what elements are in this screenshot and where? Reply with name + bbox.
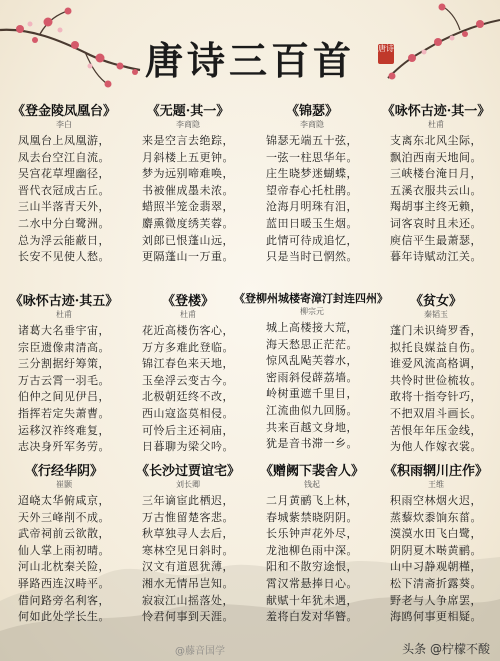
poem-line: 宗臣遗像肃清高。 [18,340,110,354]
poem-line: 运移汉祚终难复， [18,423,110,437]
poem-line: 刘郎已恨蓬山远， [142,233,234,247]
poem-card [380,460,492,626]
poem-line: 不把双眉斗画长。 [390,406,482,420]
poem-line: 西山寇盗莫相侵。 [142,406,234,420]
poem-line: 蓝田日暖玉生烟。 [266,216,358,230]
poem-line: 献赋十年犹未遇， [266,593,358,607]
poem-line: 二水中分白鹭洲。 [18,216,110,230]
poem-author: 刘长卿 [176,480,200,489]
page-title: 唐诗三百首 [144,38,355,83]
poem-title: 《登楼》 [161,294,214,309]
poem-line: 湘水无情吊岂知。 [142,576,234,590]
poem-title: 《行经华阴》 [24,464,103,479]
poem-line: 河山北枕秦关险， [18,560,110,574]
poem-line: 锦瑟无端五十弦， [266,134,358,147]
poem-card [380,290,492,456]
poem-author: 柳宗元 [300,307,324,316]
poem-line: 阴阴夏木啭黄鹂。 [390,543,482,557]
watermark-text: @藤音国学 [175,646,225,657]
poem-author: 秦韬玉 [424,310,448,319]
poem-line: 五溪衣服共云山。 [390,183,482,197]
poem-line: 蜡照半笼金翡翠， [142,200,234,214]
poem-card [256,100,368,266]
poem-line: 北极朝廷终不改， [142,390,234,404]
poem-card [8,290,120,456]
poem-line: 二月黄鹂飞上林， [266,494,358,507]
credit-text: 头条 @柠檬不酸 [402,642,490,656]
poem-title: 《长沙过贾谊宅》 [135,464,240,479]
poem-line: 共怜时世俭梳妆。 [390,373,482,387]
poem-line: 武帝祠前云欲散， [18,527,110,541]
poem-line: 寒林空见日斜时。 [142,543,234,557]
poem-line: 漠漠水田飞白鹭， [390,527,482,541]
poem-card [234,290,388,453]
poem-title: 《无题·其一》 [146,104,230,119]
poem-line: 积雨空林烟火迟， [390,494,482,507]
poem-line: 庄生晓梦迷蝴蝶， [266,167,358,181]
poem-line: 羯胡事主终无赖， [390,200,482,214]
poem-line: 玉垒浮云变古今。 [142,373,234,387]
poem-line: 谁爱风流高格调， [390,357,482,371]
poem-line: 伯仲之间见伊吕， [18,390,110,404]
poem-author: 李商隐 [176,120,200,129]
poem-line: 秋草独寻人去后， [142,527,234,541]
poem-card [380,100,492,266]
poem-line: 支离东北风尘际， [390,134,482,147]
poem-line: 指挥若定失萧曹。 [18,406,110,420]
poem-line: 天外三峰削不成。 [18,510,110,524]
poem-line: 麝熏微度绣芙蓉。 [142,216,234,230]
poem-line: 吴宫花草埋幽径， [18,167,110,181]
poem-line: 梦为远别啼难唤， [142,167,234,181]
poem-line: 书被催成墨未浓。 [142,183,234,197]
poem-author: 王维 [428,480,444,489]
poem-card [8,100,120,266]
poem-line: 汉文有道恩犹薄， [142,560,234,574]
poem-line: 海鸥何事更相疑。 [390,610,482,624]
poem-line: 羞将白发对华簪。 [266,610,358,624]
poem-line: 锦江春色来天地， [142,357,234,371]
poem-line: 怜君何事到天涯。 [142,610,234,624]
poem-line: 只是当时已惘然。 [266,250,358,264]
poem-line: 可怜后主还祠庙， [142,423,234,437]
poem-line: 寂寂江山摇落处， [142,593,234,607]
poem-line: 飘泊西南天地间。 [390,150,482,164]
poem-line: 三年谪宦此栖迟， [142,494,234,507]
poem-author: 崔颢 [56,480,72,489]
poem-line: 苦恨年年压金线， [390,423,482,437]
poem-line: 庾信平生最萧瑟， [390,233,482,247]
poem-line: 长乐钟声花外尽， [266,527,358,541]
poem-line: 山中习静观朝槿， [390,560,482,574]
poem-author: 杜甫 [180,310,196,319]
poem-line: 春城紫禁晓阴阴。 [266,510,358,524]
poem-line: 月斜楼上五更钟。 [142,150,234,164]
poem-card [132,100,244,266]
poem-line: 蒸藜炊黍饷东菑。 [390,510,482,524]
poem-line: 凤凰台上凤凰游， [18,134,110,147]
poem-line: 何如此处学长生。 [18,610,110,624]
poem-line: 借问路旁名利客， [18,593,110,607]
poem-author: 李白 [56,120,72,129]
poem-author: 杜甫 [56,310,72,319]
poem-title: 《咏怀古迹·其一》 [381,104,491,119]
poem-line: 暮年诗赋动江关。 [390,250,482,264]
poem-line: 志决身歼军务劳。 [18,440,110,454]
poem-line: 拟托良媒益自伤。 [390,340,482,354]
poem-line: 迢峣太华俯咸京， [18,494,110,507]
poem-line: 来是空言去绝踪， [142,134,234,147]
poem-line: 密雨斜侵薜荔墙。 [266,370,358,384]
poem-title: 《锦瑟》 [285,104,338,119]
poem-line: 万方多难此登临。 [142,340,234,354]
poem-line: 更隔蓬山一万重。 [142,250,234,264]
poem-line: 诸葛大名垂宇宙， [18,324,110,337]
poem-line: 霄汉常悬捧日心。 [266,576,358,590]
poem-line: 共来百越文身地， [266,420,358,434]
poem-line: 凤去台空江自流。 [18,150,110,164]
poem-line: 龙池柳色雨中深。 [266,543,358,557]
poem-line: 惊风乱飐芙蓉水， [266,354,358,368]
poem-line: 野老与人争席罢， [390,593,482,607]
poem-title: 《登金陵凤凰台》 [11,104,116,119]
poem-line: 沧海月明珠有泪， [266,200,358,214]
poem-line: 一弦一柱思华年。 [266,150,358,164]
poem-card [132,460,244,626]
poem-line: 万古云霄一羽毛。 [18,373,110,387]
poem-line: 三峡楼台淹日月， [390,167,482,181]
poem-line: 总为浮云能蔽日， [18,233,110,247]
poem-card [8,460,120,626]
poem-title: 《赠阙下裴舍人》 [259,464,364,479]
poem-line: 海天愁思正茫茫。 [266,337,358,351]
poem-title: 《咏怀古迹·其五》 [9,294,119,309]
poem-line: 日暮聊为梁父吟。 [142,440,234,454]
poem-line: 城上高楼接大荒， [266,321,358,334]
poem-line: 长安不见使人愁。 [18,250,110,264]
poem-line: 词客哀时且未还。 [390,216,482,230]
poem-line: 三山半落青天外， [18,200,110,214]
poem-line: 驿路西连汉畤平。 [18,576,110,590]
poem-line: 万古惟留楚客悲。 [142,510,234,524]
poem-line: 敢将十指夸针巧， [390,390,482,404]
poem-author: 杜甫 [428,120,444,129]
poem-line: 松下清斋折露葵。 [390,576,482,590]
poem-line: 岭树重遮千里目， [266,387,358,401]
poem-line: 花近高楼伤客心， [142,324,234,337]
poem-line: 仙人掌上雨初晴。 [18,543,110,557]
poem-author: 李商隐 [300,120,324,129]
poem-line: 江流曲似九回肠。 [266,403,358,417]
poem-title: 《积雨辋川庄作》 [383,464,488,479]
red-seal-stamp: 唐诗 [378,44,394,64]
poem-line: 三分割据纡筹策， [18,357,110,371]
poem-line: 望帝春心托杜鹃。 [266,183,358,197]
poem-card [256,460,368,626]
poem-author: 钱起 [304,480,320,489]
poem-line: 为他人作嫁衣裳。 [390,440,482,454]
poem-title: 《贫女》 [409,294,462,309]
poem-title: 《登柳州城楼寄漳汀封连四州》 [234,292,388,305]
poem-line: 蓬门未识绮罗香， [390,324,482,337]
poem-line: 阳和不散穷途恨， [266,560,358,574]
poem-line: 犹是音书滞一乡。 [266,437,358,451]
poem-card [132,290,244,456]
poem-line: 晋代衣冠成古丘。 [18,183,110,197]
poem-line: 此情可待成追忆， [266,233,358,247]
